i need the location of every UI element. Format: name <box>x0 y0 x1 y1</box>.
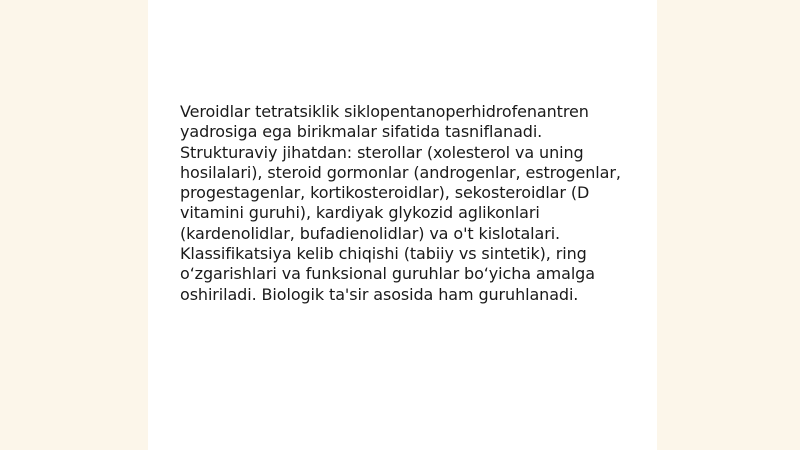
body-paragraph: Veroidlar tetratsiklik siklopentanoperhidrofenantren yadrosiga ega birikmalar sifatida tasniflanadi. Strukturaviy jihatdan: sterollar (xolesterol va uning hosilalari), steroid gormonlar (androgenlar, estrogenlar, progestagenlar, kortikosteroidlar), sekosteroidlar (D vitamini guruhi), kardiyak glykozid aglikonlari (kardenolidlar, bufadienolidlar) va o't kislotalari. Klassifikatsiya kelib chiqishi (tabiiy vs sintetik), ring o‘zgarishlari va funksional guruhlar bo‘yicha amalga oshiriladi. Biologik ta'sir asosida ham guruhlanadi. <box>180 102 621 304</box>
document-page <box>148 0 657 450</box>
left-margin-background <box>0 0 148 450</box>
right-margin-background <box>657 0 800 450</box>
